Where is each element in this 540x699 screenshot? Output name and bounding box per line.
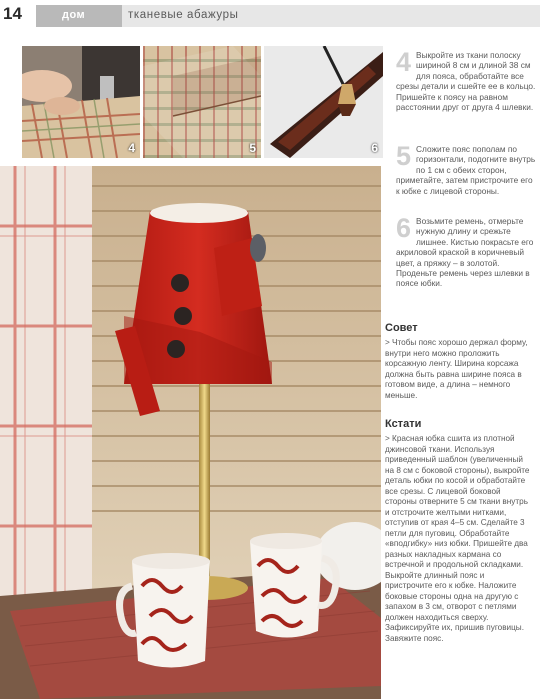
sewing-machine-illustration	[22, 46, 140, 158]
section-label: дом	[36, 5, 122, 27]
note-heading: Кстати	[385, 418, 422, 430]
step-text: Выкройте из ткани полоску шириной 8 см и длиной 38 см для пояса, обработайте все срезы детали и сшейте ее в кольцо. Пришейте к поясу на равном расстоянии друг от друга 4 шлевки.	[396, 50, 536, 113]
photo-number: 6	[371, 141, 378, 155]
photo-step-4	[22, 46, 140, 158]
page-header	[0, 0, 540, 29]
step-number: 6	[396, 213, 412, 243]
chapter-title: тканевые абажуры	[122, 5, 540, 27]
page-number: 14	[3, 4, 22, 23]
note-text: > Красная юбка сшита из плотной джинсовой ткани. Используя приведенный шаблон (увеличенный на 8 см с боковой стороны), выкройте деталь юбки по косой и обработайте все срезы. С лицевой боковой стороны отверните 5 см ткани внутрь и отстрочите желтыми нитками, отступив от края 4–5 см. Сделайте 3 петли для пуговиц. Обработайте «вподгибку» низ юбки. Пришейте два разных накладных кармана со встречной и продольной складками. Выкройте длинный пояс и пристрочите его к юбке. Наложите боковые стороны одна на другую с запахом в 3 см, отворот с петлями должен находиться сверху. Зафиксируйте их, пришив пуговицы. Завяжите пояс.	[385, 434, 530, 643]
tip-text: > Чтобы пояс хорошо держал форму, внутри него можно проложить корсажную ленту. Ширина корсажа должна быть равна ширине пояса в готовом виде, а длина – немного меньше.	[385, 338, 528, 400]
photo-number: 5	[249, 141, 256, 155]
step-text: Сложите пояс пополам по горизонтали, подогните внутрь по 1 см с обеих сторон, приметайте, затем пристрочите его к юбке с лицевой стороны.	[396, 144, 536, 196]
instruction-step-5	[396, 141, 536, 196]
lamp-scene-illustration	[0, 166, 381, 699]
folded-plaid-fabric-illustration	[143, 46, 261, 158]
main-photo-lamp	[0, 166, 381, 699]
step-number: 5	[396, 141, 412, 171]
photo-step-6	[264, 46, 383, 158]
painting-belt-illustration	[264, 46, 383, 158]
step-number: 4	[396, 47, 412, 77]
photo-step-5	[143, 46, 261, 158]
tip-heading: Совет	[385, 322, 418, 334]
step-text: Возьмите ремень, отмерьте нужную длину и срежьте лишнее. Кистью покрасьте его акриловой краской в коричневый цвет, а пряжку – в золотой. Проденьте ремень через шлевки в поясе юбки.	[396, 216, 534, 289]
instruction-step-4	[396, 47, 536, 113]
photo-number: 4	[128, 141, 135, 155]
instruction-step-6	[396, 213, 536, 289]
